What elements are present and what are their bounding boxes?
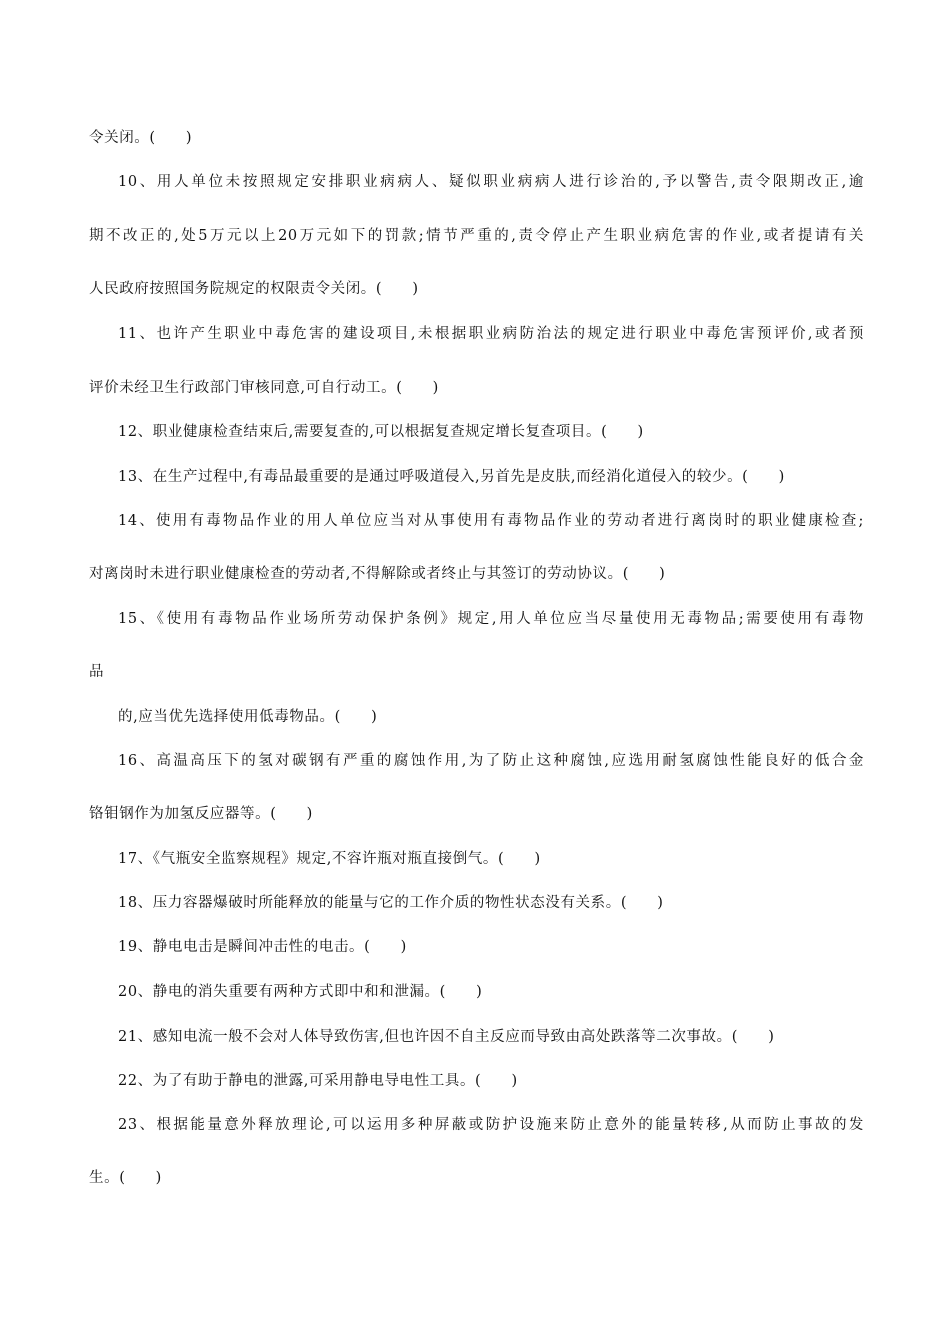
question-23-line-2: 生。( ) bbox=[89, 1170, 162, 1186]
question-14-line-2: 对离岗时未进行职业健康检查的劳动者,不得解除或者终止与其签订的劳动协议。( ) bbox=[89, 566, 666, 582]
question-21: 21、感知电流一般不会对人体导致伤害,但也许因不自主反应而导致由高处跌落等二次事故。( ) bbox=[118, 1029, 775, 1045]
question-10-line-3: 人民政府按照国务院规定的权限责令关闭。( ) bbox=[89, 281, 419, 297]
text-line-continuation: 令关闭。( ) bbox=[89, 130, 193, 146]
question-10-line-1: 10、用人单位未按照规定安排职业病病人、疑似职业病病人进行诊治的,予以警告,责令限期改正,逾 bbox=[118, 174, 864, 190]
question-15-line-2: 品 bbox=[89, 664, 105, 680]
question-19: 19、静电电击是瞬间冲击性的电击。( ) bbox=[118, 939, 407, 955]
question-10-line-2: 期不改正的,处5万元以上20万元如下的罚款;情节严重的,责令停止产生职业病危害的作业,或者提请有关 bbox=[89, 228, 864, 244]
question-13: 13、在生产过程中,有毒品最重要的是通过呼吸道侵入,另首先是皮肤,而经消化道侵入的较少。( ) bbox=[118, 469, 785, 485]
question-23-line-1: 23、根据能量意外释放理论,可以运用多种屏蔽或防护设施来防止意外的能量转移,从而防止事故的发 bbox=[118, 1117, 864, 1133]
question-18: 18、压力容器爆破时所能释放的能量与它的工作介质的物性状态没有关系。( ) bbox=[118, 895, 664, 911]
question-16-line-1: 16、高温高压下的氢对碳钢有严重的腐蚀作用,为了防止这种腐蚀,应选用耐氢腐蚀性能良好的低合金 bbox=[118, 753, 864, 769]
question-15-line-3: 的,应当优先选择使用低毒物品。( ) bbox=[118, 709, 378, 725]
question-16-line-2: 铬钼钢作为加氢反应器等。( ) bbox=[89, 806, 313, 822]
question-20: 20、静电的消失重要有两种方式即中和和泄漏。( ) bbox=[118, 984, 483, 1000]
question-11-line-2: 评价未经卫生行政部门审核同意,可自行动工。( ) bbox=[89, 380, 439, 396]
question-12: 12、职业健康检查结束后,需要复查的,可以根据复查规定增长复查项目。( ) bbox=[118, 424, 644, 440]
question-14-line-1: 14、使用有毒物品作业的用人单位应当对从事使用有毒物品作业的劳动者进行离岗时的职业健康检查; bbox=[118, 513, 864, 529]
question-11-line-1: 11、也许产生职业中毒危害的建设项目,未根据职业病防治法的规定进行职业中毒危害预评价,或者预 bbox=[118, 326, 864, 342]
question-15-line-1: 15、《使用有毒物品作业场所劳动保护条例》规定,用人单位应当尽量使用无毒物品;需要使用有毒物 bbox=[118, 611, 864, 627]
question-17: 17、《气瓶安全监察规程》规定,不容许瓶对瓶直接倒气。( ) bbox=[118, 851, 541, 867]
question-22: 22、为了有助于静电的泄露,可采用静电导电性工具。( ) bbox=[118, 1073, 518, 1089]
